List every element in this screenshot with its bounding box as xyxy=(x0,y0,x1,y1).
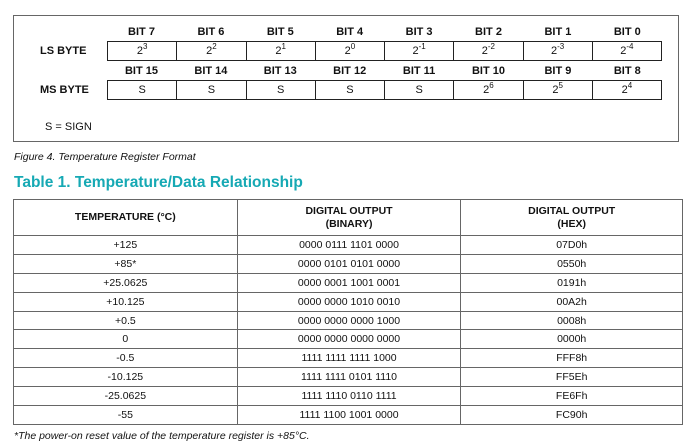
ms-bit-label: BIT 10 xyxy=(471,65,505,77)
bit-weight-base: S xyxy=(415,84,423,96)
hex-output-cell: FC90h xyxy=(461,406,683,425)
ms-bit-label: BIT 12 xyxy=(333,65,367,77)
table-row xyxy=(14,273,683,292)
ls-bit-label: BIT 2 xyxy=(475,26,502,38)
ms-bit-label: BIT 13 xyxy=(263,65,297,77)
hex-output-cell: FE6Fh xyxy=(461,387,683,406)
table-row xyxy=(14,236,683,255)
table-title: Table 1. Temperature/Data Relationship xyxy=(14,174,303,191)
bit-weight-base: S xyxy=(346,84,354,96)
bit-weight-base: S xyxy=(207,84,216,96)
column-header-line: (HEX) xyxy=(557,217,586,230)
temperature-data-table xyxy=(13,199,683,425)
table-row xyxy=(14,406,683,425)
ls-bit-label: BIT 1 xyxy=(544,26,572,38)
bit-weight-exponent: 5 xyxy=(558,81,563,90)
binary-output-cell: 1111 1111 1111 1000 xyxy=(237,349,461,368)
ms-bit-cell xyxy=(246,81,315,99)
temperature-cell: -10.125 xyxy=(14,368,238,387)
bit-weight-base: 2 xyxy=(344,45,351,57)
column-header xyxy=(237,200,461,236)
bit-weight-base: 2 xyxy=(481,45,488,57)
binary-output-cell: 0000 0000 0000 1000 xyxy=(237,311,461,330)
table-body xyxy=(14,236,683,425)
table-footnote: *The power-on reset value of the temperature register is +85°C. xyxy=(14,430,310,442)
table-row xyxy=(14,349,683,368)
ls-bit-label: BIT 0 xyxy=(613,26,641,38)
binary-output-cell: 0000 0000 1010 0010 xyxy=(237,292,461,311)
hex-output-cell: 0191h xyxy=(461,273,683,292)
table-row xyxy=(14,387,683,406)
hex-output-cell: 0008h xyxy=(461,311,683,330)
table-row xyxy=(14,254,683,273)
bit-weight-base: S xyxy=(276,84,285,96)
ls-bit-cell xyxy=(246,42,315,60)
bit-weight-base: 2 xyxy=(620,45,627,57)
bit-weight-exponent: 3 xyxy=(142,42,148,51)
bit-weight-exponent: -3 xyxy=(557,42,565,51)
ms-bit-cell xyxy=(384,81,453,99)
bit-weight-base: 2 xyxy=(275,45,282,57)
bit-weight-base: 2 xyxy=(551,45,558,57)
ls-bit-cell xyxy=(453,42,522,60)
bit-weight-exponent: 4 xyxy=(627,81,633,90)
temperature-cell: +85* xyxy=(14,254,238,273)
ms-bit-label: BIT 9 xyxy=(544,65,572,77)
ls-bit-cell xyxy=(384,42,453,60)
temperature-cell: +10.125 xyxy=(14,292,238,311)
temperature-cell: +0.5 xyxy=(14,311,238,330)
binary-output-cell: 0000 0000 0000 0000 xyxy=(237,330,461,349)
temperature-cell: -0.5 xyxy=(14,349,238,368)
ls-bit-label: BIT 6 xyxy=(197,26,225,38)
bit-weight-base: S xyxy=(138,84,146,96)
binary-output-cell: 1111 1110 0110 1111 xyxy=(237,387,461,406)
temperature-cell: +25.0625 xyxy=(14,273,238,292)
temperature-cell: 0 xyxy=(14,330,238,349)
column-header-line: DIGITAL OUTPUT xyxy=(528,204,616,217)
ls-bit-label: BIT 7 xyxy=(128,26,155,38)
hex-output-cell: FF5Eh xyxy=(461,368,683,387)
table-header-row xyxy=(14,200,683,236)
hex-output-cell: FFF8h xyxy=(461,349,683,368)
column-header-line: (BINARY) xyxy=(325,217,373,230)
bit-weight-base: 2 xyxy=(483,84,490,96)
column-header xyxy=(461,200,683,236)
bit-weight-base: 2 xyxy=(206,45,213,57)
ms-bit-label: BIT 8 xyxy=(613,65,641,77)
table-row xyxy=(14,292,683,311)
hex-output-cell: 00A2h xyxy=(461,292,683,311)
bit-weight-exponent: 0 xyxy=(350,42,356,51)
bit-weight-exponent: 2 xyxy=(212,42,217,51)
hex-output-cell: 0550h xyxy=(461,254,683,273)
ls-byte-cells xyxy=(107,41,662,61)
figure-caption: Figure 4. Temperature Register Format xyxy=(14,151,196,163)
hex-output-cell: 07D0h xyxy=(461,236,683,255)
bit-weight-base: 2 xyxy=(621,84,628,96)
temperature-cell: -25.0625 xyxy=(14,387,238,406)
ms-bit-cell xyxy=(453,81,522,99)
ls-byte-label: LS BYTE xyxy=(40,45,87,57)
ls-bit-label: BIT 5 xyxy=(266,26,294,38)
column-header-line: DIGITAL OUTPUT xyxy=(305,204,393,217)
sign-note: S = SIGN xyxy=(45,121,92,133)
table-row xyxy=(14,330,683,349)
ls-bit-cell xyxy=(176,42,245,60)
ms-byte-cells xyxy=(107,80,662,100)
ms-bit-cell xyxy=(523,81,592,99)
ls-bit-label: BIT 4 xyxy=(336,26,364,38)
table-row xyxy=(14,311,683,330)
column-header xyxy=(14,200,238,236)
ls-bit-cell xyxy=(315,42,384,60)
binary-output-cell: 1111 1100 1001 0000 xyxy=(237,406,461,425)
register-format-figure xyxy=(13,15,679,142)
bit-weight-base: 2 xyxy=(552,84,559,96)
ls-bit-cell xyxy=(592,42,661,60)
binary-output-cell: 0000 0111 1101 0000 xyxy=(237,236,461,255)
bit-weight-base: 2 xyxy=(136,45,143,57)
temperature-cell: -55 xyxy=(14,406,238,425)
ls-bit-cell xyxy=(523,42,592,60)
ms-bit-cell xyxy=(108,81,176,99)
binary-output-cell: 1111 1111 0101 1110 xyxy=(237,368,461,387)
bit-weight-exponent: -1 xyxy=(418,42,426,51)
binary-output-cell: 0000 0001 1001 0001 xyxy=(237,273,461,292)
ms-bit-cell xyxy=(176,81,245,99)
ms-byte-label: MS BYTE xyxy=(40,84,89,96)
ms-bit-label: BIT 15 xyxy=(124,65,158,77)
ls-bit-label: BIT 3 xyxy=(405,26,433,38)
ms-bit-label: BIT 14 xyxy=(194,65,228,77)
bit-weight-base: 2 xyxy=(412,45,419,57)
ms-bit-cell xyxy=(315,81,384,99)
bit-weight-exponent: -4 xyxy=(626,42,634,51)
binary-output-cell: 0000 0101 0101 0000 xyxy=(237,254,461,273)
ms-bit-label: BIT 11 xyxy=(402,65,436,77)
ms-bit-cell xyxy=(592,81,661,99)
bit-weight-exponent: -2 xyxy=(487,42,495,51)
hex-output-cell: 0000h xyxy=(461,330,683,349)
ls-bit-cell xyxy=(108,42,176,60)
bit-weight-exponent: 1 xyxy=(281,42,286,51)
temperature-cell: +125 xyxy=(14,236,238,255)
table-row xyxy=(14,368,683,387)
bit-weight-exponent: 6 xyxy=(489,81,494,90)
column-header-line: TEMPERATURE (°C) xyxy=(74,211,176,223)
